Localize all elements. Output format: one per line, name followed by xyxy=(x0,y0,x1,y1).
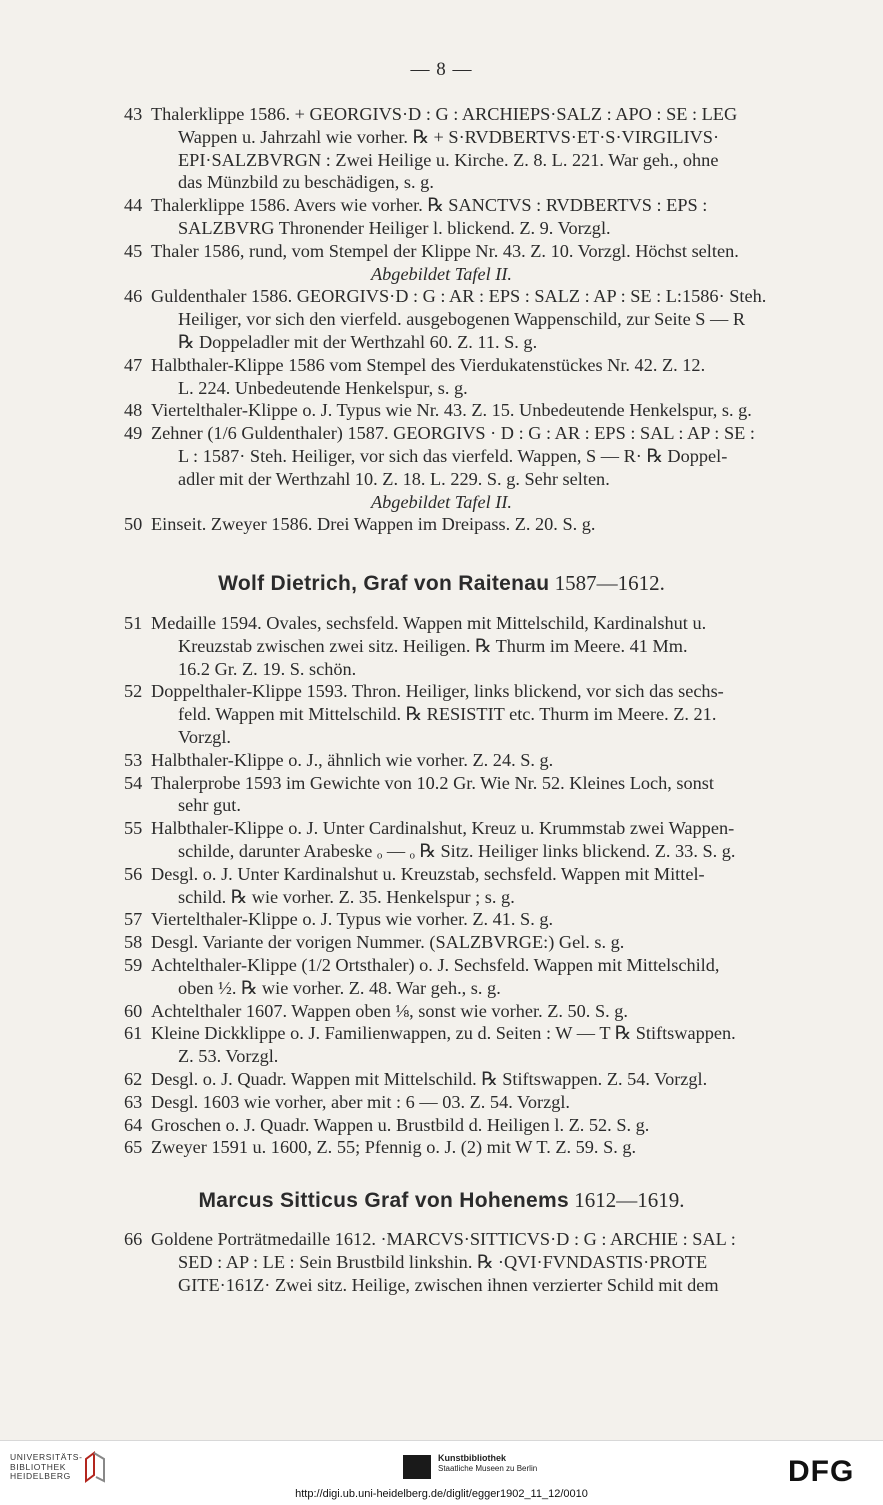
entry-text: Kleine Dickklippe o. J. Familienwappen, zu d. Seiten : W — T ℞ Stiftswappen. xyxy=(151,1023,736,1044)
entry-text: Achtelthaler 1607. Wappen oben ⅛, sonst wie vorher. Z. 50. S. g. xyxy=(151,1000,628,1021)
entry-number: 60 xyxy=(124,1000,143,1021)
entry-number: 64 xyxy=(124,1114,143,1135)
entry-continuation: feld. Wappen mit Mittelschild. ℞ RESISTIT etc. Thurm im Meere. Z. 21. xyxy=(178,704,717,725)
entry-number: 58 xyxy=(124,932,143,953)
entry-text: Einseit. Zweyer 1586. Drei Wappen im Dreipass. Z. 20. S. g. xyxy=(151,514,596,535)
entry-text: Viertelthaler-Klippe o. J. Typus wie vorher. Z. 41. S. g. xyxy=(151,909,554,930)
entry-text: Halbthaler-Klippe o. J. Unter Cardinalshut, Kreuz u. Krummstab zwei Wappen- xyxy=(151,818,735,839)
page-number: — 8 — xyxy=(410,59,473,80)
entry-continuation: ℞ Doppeladler mit der Werthzahl 60. Z. 11. S. g. xyxy=(178,332,538,352)
section-heading-wolf-dietrich xyxy=(0,571,883,596)
entry-continuation: L : 1587· Steh. Heiliger, vor sich das vierfeld. Wappen, S — R· ℞ Doppel- xyxy=(178,446,728,466)
entry-text: Guldenthaler 1586. GEORGIVS·D : G : AR : EPS : SALZ : AP : SE : L:1586· Steh. xyxy=(151,286,767,307)
entry-number: 52 xyxy=(124,681,143,702)
entry-continuation: Vorzgl. xyxy=(178,727,231,747)
entry-continuation: das Münzbild zu beschädigen, s. g. xyxy=(178,172,434,193)
entry-text: Thaler 1586, rund, vom Stempel der Klippe Nr. 43. Z. 10. Vorzgl. Höchst selten. xyxy=(151,240,739,261)
entry-text: Thalerklippe 1586. Avers wie vorher. ℞ SANCTVS : RVDBERTVS : EPS : xyxy=(151,195,708,216)
entry-text: Medaille 1594. Ovales, sechsfeld. Wappen mit Mittelschild, Kardinalshut u. xyxy=(151,613,707,633)
entry-number: 44 xyxy=(124,195,143,216)
entry-text: Desgl. 1603 wie vorher, aber mit : 6 — 03. Z. 54. Vorzgl. xyxy=(151,1091,570,1112)
entry-number: 51 xyxy=(124,613,143,633)
entry-text: Desgl. o. J. Quadr. Wappen mit Mittelschild. ℞ Stiftswappen. Z. 54. Vorzgl. xyxy=(151,1069,708,1089)
entry-number: 61 xyxy=(124,1023,143,1044)
entry-number: 63 xyxy=(124,1091,143,1112)
entry-number: 45 xyxy=(124,240,143,261)
entry-continuation: schild. ℞ wie vorher. Z. 35. Henkelspur ; s. g. xyxy=(178,886,515,907)
uni-line: HEIDELBERG xyxy=(10,1471,71,1481)
entry-text: Viertelthaler-Klippe o. J. Typus wie Nr. 43. Z. 15. Unbedeutende Henkelspur, s. g. xyxy=(151,400,752,421)
plate-reference: Abgebildet Tafel II. xyxy=(371,263,512,284)
uni-line: BIBLIOTHEK xyxy=(10,1461,67,1472)
kunstbibliothek-logo-icon xyxy=(403,1455,431,1479)
entry-text: Zehner (1/6 Guldenthaler) 1587. GEORGIVS · D : G : AR : EPS : SAL : AP : SE : xyxy=(151,423,755,444)
entry-number: 48 xyxy=(124,400,143,421)
entry-continuation: sehr gut. xyxy=(178,795,241,816)
entry-text: Achtelthaler-Klippe (1/2 Ortsthaler) o. J. Sechsfeld. Wappen mit Mittelschild, xyxy=(151,955,720,975)
entry-number: 54 xyxy=(124,772,143,793)
entry-number: 57 xyxy=(124,909,143,930)
kb-title: Kunstbibliothek xyxy=(438,1453,506,1463)
entry-continuation: Z. 53. Vorzgl. xyxy=(178,1046,279,1067)
entry-text: Desgl. o. J. Unter Kardinalshut u. Kreuzstab, sechsfeld. Wappen mit Mittel- xyxy=(151,863,705,884)
entry-number: 66 xyxy=(124,1229,143,1249)
entry-text: Zweyer 1591 u. 1600, Z. 55; Pfennig o. J. (2) mit W T. Z. 59. S. g. xyxy=(151,1137,637,1158)
entry-number: 43 xyxy=(124,104,143,124)
university-library-label xyxy=(10,1453,83,1482)
section-heading-marcus-sitticus xyxy=(0,1188,883,1213)
uni-line: UNIVERSITÄTS- xyxy=(10,1452,83,1462)
entry-continuation: oben ½. ℞ wie vorher. Z. 48. War geh., s. g. xyxy=(178,977,501,998)
entry-text: Goldene Porträtmedaille 1612. ·MARCVS·SITTICVS·D : G : ARCHIE : SAL : xyxy=(151,1229,736,1249)
entry-number: 59 xyxy=(124,955,143,975)
entry-text: Thalerklippe 1586. + GEORGIVS·D : G : ARCHIEPS·SALZ : APO : SE : LEG xyxy=(151,104,738,124)
entry-number: 46 xyxy=(124,286,143,307)
entry-continuation: Wappen u. Jahrzahl wie vorher. ℞ + S·RVDBERTVS·ET·S·VIRGILIVS· xyxy=(178,126,720,147)
entry-text: Desgl. Variante der vorigen Nummer. (SALZBVRGE:) Gel. s. g. xyxy=(151,932,625,953)
entry-continuation: Kreuzstab zwischen zwei sitz. Heiligen. ℞ Thurm im Meere. 41 Mm. xyxy=(178,635,688,656)
entry-number: 47 xyxy=(124,354,143,375)
entry-continuation: EPI·SALZBVRGN : Zwei Heilige u. Kirche. Z. 8. L. 221. War geh., ohne xyxy=(178,149,719,170)
entry-number: 65 xyxy=(124,1137,143,1158)
entry-continuation: 16.2 Gr. Z. 19. S. schön. xyxy=(178,658,357,679)
entry-number: 62 xyxy=(124,1069,143,1089)
plate-reference: Abgebildet Tafel II. xyxy=(371,491,512,512)
entry-continuation: Heiliger, vor sich den vierfeld. ausgebogenen Wappenschild, zur Seite S — R xyxy=(178,309,746,330)
entry-text: Halbthaler-Klippe o. J., ähnlich wie vorher. Z. 24. S. g. xyxy=(151,749,554,770)
heading-years: 1587—1612. xyxy=(554,571,665,595)
heading-name: Marcus Sitticus Graf von Hohenems xyxy=(198,1189,569,1212)
entry-number: 50 xyxy=(124,514,143,535)
entry-text: Groschen o. J. Quadr. Wappen u. Brustbild d. Heiligen l. Z. 52. S. g. xyxy=(151,1114,650,1135)
entry-continuation: L. 224. Unbedeutende Henkelspur, s. g. xyxy=(178,377,468,398)
dfg-logo: DFG xyxy=(788,1455,855,1488)
entry-text: Halbthaler-Klippe 1586 vom Stempel des Vierdukatenstückes Nr. 42. Z. 12. xyxy=(151,354,706,375)
entry-continuation: SED : AP : LE : Sein Brustbild linkshin. ℞ ·QVI·FVNDASTIS·PROTE xyxy=(178,1251,708,1272)
kb-subtitle: Staatliche Museen zu Berlin xyxy=(438,1464,538,1473)
source-url[interactable]: http://digi.ub.uni-heidelberg.de/diglit/egger1902_11_12/0010 xyxy=(295,1488,588,1500)
entry-continuation: adler mit der Werthzahl 10. Z. 18. L. 229. S. g. Sehr selten. xyxy=(178,468,610,489)
entry-number: 55 xyxy=(124,818,143,839)
entry-text: Thalerprobe 1593 im Gewichte von 10.2 Gr. Wie Nr. 52. Kleines Loch, sonst xyxy=(151,772,714,793)
entry-number: 53 xyxy=(124,749,143,770)
entry-continuation: schilde, darunter Arabeske ₒ — ₒ ℞ Sitz. Heiliger links blickend. Z. 33. S. g. xyxy=(178,841,736,861)
entry-continuation: SALZBVRG Thronender Heiliger l. blickend. Z. 9. Vorzgl. xyxy=(178,218,611,238)
heading-years: 1612—1619. xyxy=(574,1188,685,1212)
entry-continuation: GITE·161Z· Zwei sitz. Heilige, zwischen ihnen verzierter Schild mit dem xyxy=(178,1274,719,1295)
entry-number: 49 xyxy=(124,423,143,444)
kunstbibliothek-label xyxy=(438,1453,537,1474)
entry-number: 56 xyxy=(124,863,143,884)
heading-name: Wolf Dietrich, Graf von Raitenau xyxy=(218,572,550,595)
entry-text: Doppelthaler-Klippe 1593. Thron. Heiliger, links blickend, vor sich das sechs- xyxy=(151,681,724,702)
university-logo-icon xyxy=(82,1451,108,1485)
